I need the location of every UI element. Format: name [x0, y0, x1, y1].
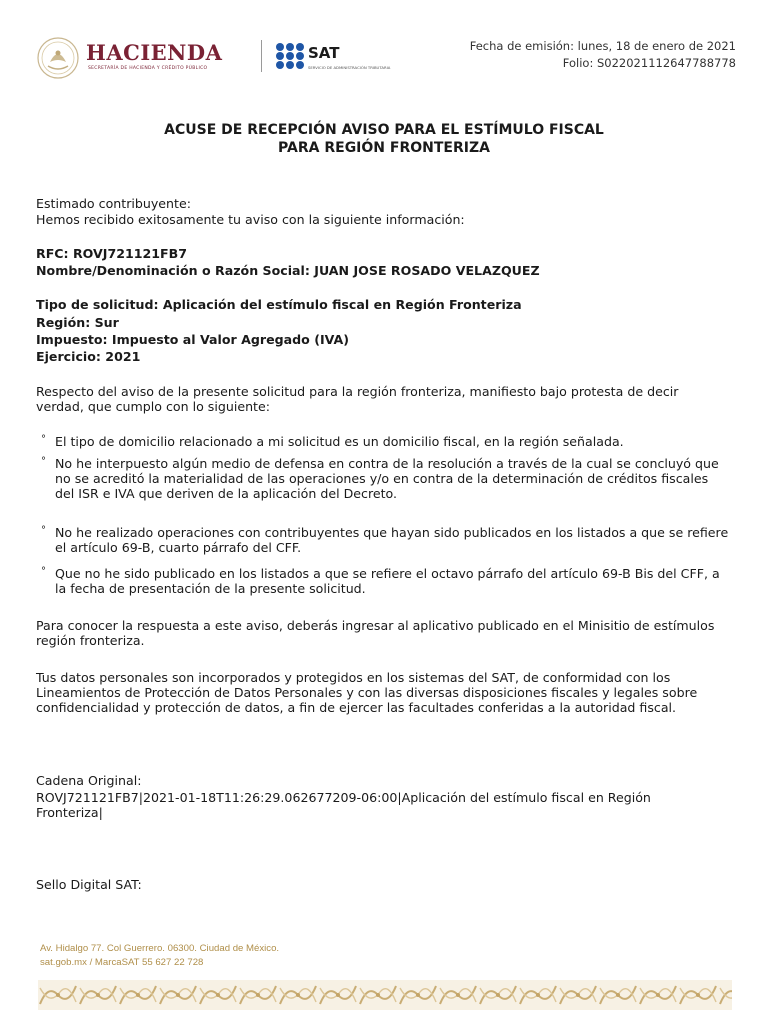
- privacy-note: Tus datos personales son incorporados y protegidos en los sistemas del SAT, de conformidad con los Lineamientos de Protección de Datos Personales y con las diversas disposiciones fiscales y legales sobre confidencialidad y protección de datos, a fin de ejercer las facultades conferidas a la autoridad fiscal.: [36, 670, 698, 715]
- list-item-text: No he interpuesto algún medio de defensa en contra de la resolución a través de la cual se concluyó que no se acreditó la materialidad de las operaciones y/o en contra de la determinación de créditos fiscales del ISR e IVA que deriven de la aplicación del Decreto.: [55, 456, 719, 501]
- intro-text: Hemos recibido exitosamente tu aviso con la siguiente información:: [36, 212, 465, 227]
- logo-divider: [261, 40, 262, 72]
- title-line-1: ACUSE DE RECEPCIÓN AVISO PARA EL ESTÍMULO FISCAL: [164, 122, 604, 138]
- hacienda-subtitle: SECRETARÍA DE HACIENDA Y CRÉDITO PÚBLICO: [88, 66, 208, 71]
- taxpayer-name-field: Nombre/Denominación o Razón Social: JUAN JOSE ROSADO VELAZQUEZ: [36, 263, 540, 278]
- greeting: Estimado contribuyente:: [36, 196, 191, 211]
- original-chain-label: Cadena Original:: [36, 773, 142, 788]
- region-field: Región: Sur: [36, 315, 119, 330]
- sat-logo-text: SAT: [308, 44, 340, 62]
- footer-address: Av. Hidalgo 77. Col Guerrero. 06300. Ciudad de México.: [40, 943, 280, 954]
- tax-field: Impuesto: Impuesto al Valor Agregado (IVA): [36, 332, 350, 347]
- list-item-text: El tipo de domicilio relacionado a mi solicitud es un domicilio fiscal, en la región señalada.: [55, 434, 624, 449]
- list-item-text: Que no he sido publicado en los listados a que se refiere el octavo párrafo del artículo 69-B Bis del CFF, a la fecha de presentación de la presente solicitud.: [55, 566, 720, 596]
- hacienda-logo-text: HACIENDA: [86, 40, 223, 65]
- bullet-marker: °: [41, 456, 46, 467]
- declaration-text: Respecto del aviso de la presente solicitud para la región fronteriza, manifiesto bajo protesta de decir verdad, que cumplo con lo siguiente:: [36, 384, 679, 414]
- list-item-text: No he realizado operaciones con contribuyentes que hayan sido publicados en los listados a que se refiere el artículo 69-B, cuarto párrafo del CFF.: [55, 525, 729, 555]
- footer-phone: sat.gob.mx / MarcaSAT 55 627 22 728: [40, 957, 204, 968]
- mexico-seal-icon: [36, 36, 80, 80]
- footer-contact: [40, 942, 279, 970]
- digital-seal-label: Sello Digital SAT:: [36, 877, 142, 892]
- fiscal-year-field: Ejercicio: 2021: [36, 349, 141, 364]
- request-type-field: Tipo de solicitud: Aplicación del estímulo fiscal en Región Fronteriza: [36, 297, 522, 312]
- title-line-2: PARA REGIÓN FRONTERIZA: [278, 140, 490, 156]
- bullet-marker: °: [41, 434, 46, 445]
- rfc-field: RFC: ROVJ721121FB7: [36, 246, 188, 261]
- header-metadata: [470, 38, 736, 72]
- bullet-marker: °: [41, 566, 46, 577]
- decorative-border-pattern: [38, 980, 732, 1010]
- folio-number: Folio: S022021112647788778: [562, 56, 736, 70]
- original-chain-value: ROVJ721121FB7|2021-01-18T11:26:29.062677209-06:00|Aplicación del estímulo fiscal en Región Fronteriza|: [36, 790, 651, 820]
- header: [36, 34, 736, 78]
- sat-logo-icon: [275, 42, 305, 70]
- sat-subtitle: SERVICIO DE ADMINISTRACIÓN TRIBUTARIA: [308, 65, 391, 70]
- response-note: Para conocer la respuesta a este aviso, deberás ingresar al aplicativo publicado en el Minisitio de estímulos región fronteriza.: [36, 618, 715, 648]
- emission-date: Fecha de emisión: lunes, 18 de enero de 2021: [469, 39, 736, 53]
- document-title: [36, 121, 732, 157]
- bullet-marker: °: [41, 525, 46, 536]
